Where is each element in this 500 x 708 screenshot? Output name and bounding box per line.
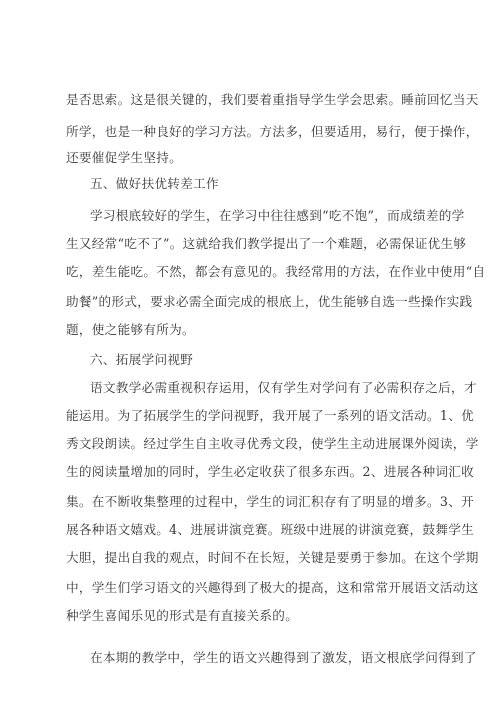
text-line: 展各种语文嬉戏。4、进展讲演竞赛。班级中进展的讲演竞赛，鼓舞学生 — [66, 522, 475, 537]
text-line: 集。在不断收集整理的过程中，学生的词汇积存有了明显的增多。3、开 — [66, 494, 475, 509]
text-line: 生又经常“吃不了”。这就给我们教学提出了一个难题，必需保证优生够 — [66, 236, 467, 251]
text-line: 在本期的教学中，学生的语文兴趣得到了激发，语文根底学问得到了 — [90, 650, 477, 665]
text-line: 吃，差生能吃。不然，都会有意见的。我经常用的方法，在作业中使用“自 — [66, 264, 486, 279]
text-line: 秀文段朗读。经过学生自主收寻优秀文段，使学生主动进展课外阅读，学 — [66, 436, 479, 451]
text-line: 还要催促学生坚持。 — [66, 150, 183, 165]
section-heading: 六、拓展学问视野 — [90, 352, 194, 367]
text-line: 助餐”的形式，要求必需全面完成的根底上，优生能够自选一些操作实践 — [66, 294, 473, 309]
text-line: 题，使之能够有所为。 — [66, 322, 195, 337]
section-heading: 五、做好扶优转差工作 — [90, 176, 219, 191]
text-line: 是否思索。这是很关键的，我们要着重指导学生学会思索。睡前回忆当天 — [66, 92, 479, 107]
text-line: 语文教学必需重视积存运用，仅有学生对学问有了必需积存之后，才 — [90, 380, 477, 395]
text-line: 学习根底较好的学生，在学习中往往感到“吃不饱”，而成绩差的学 — [90, 208, 465, 223]
text-line: 中，学生们学习语文的兴趣得到了极大的提高，这和常常开展语文活动这 — [66, 580, 479, 595]
text-line: 所学，也是一种良好的学习方法。方法多，但要适用，易行，便于操作， — [66, 124, 479, 139]
text-line: 能运用。为了拓展学生的学问视野，我开展了一系列的语文活动。1、优 — [66, 408, 475, 423]
text-line: 生的阅读量增加的同时，学生必定收获了很多东西。2、进展各种词汇收 — [66, 464, 475, 479]
text-line: 大胆，提出自我的观点，时间不在长短，关键是要勇于参加。在这个学期 — [66, 550, 479, 565]
text-line: 种学生喜闻乐见的形式是有直接关系的。 — [66, 608, 299, 623]
